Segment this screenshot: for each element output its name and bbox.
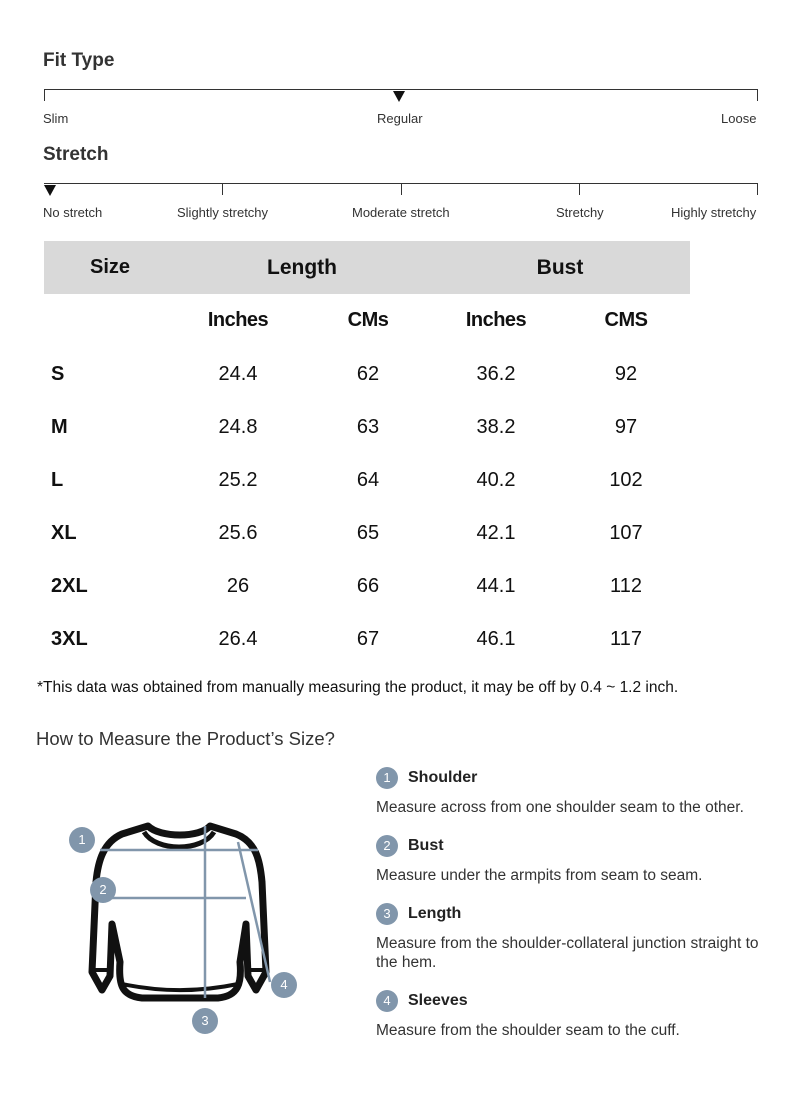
step-badge: 1 bbox=[376, 767, 398, 789]
size-cell: 2XL bbox=[51, 575, 88, 597]
size-cell: L bbox=[51, 469, 64, 491]
length-cm-cell: 66 bbox=[356, 575, 380, 597]
bust-inches-cell: 40.2 bbox=[476, 469, 516, 491]
step-description: Measure under the armpits from seam to seam. bbox=[376, 867, 703, 884]
length-cm-cell: 65 bbox=[356, 522, 380, 544]
length-cm-cell: 67 bbox=[356, 628, 380, 650]
length-inches-cell: 24.4 bbox=[218, 363, 258, 385]
subheader-length-cms: CMs bbox=[347, 309, 389, 331]
stretch-label-no-stretch: No stretch bbox=[43, 205, 103, 220]
step-description: Measure across from one shoulder seam to the other. bbox=[376, 799, 744, 816]
step-badge: 3 bbox=[376, 903, 398, 925]
bust-inches-cell: 36.2 bbox=[476, 363, 516, 385]
stretch-tick bbox=[401, 183, 402, 195]
size-cell: XL bbox=[51, 522, 77, 544]
length-inches-cell: 24.8 bbox=[218, 416, 258, 438]
bust-cm-cell: 112 bbox=[610, 575, 642, 597]
length-cm-cell: 62 bbox=[356, 363, 380, 385]
step-title: Length bbox=[408, 905, 462, 922]
bust-cm-cell: 107 bbox=[609, 522, 643, 544]
fit-type-label-loose: Loose bbox=[721, 111, 757, 126]
stretch-tick bbox=[757, 183, 758, 195]
size-cell: M bbox=[51, 416, 68, 438]
fit-type-scale-line bbox=[44, 89, 758, 90]
step-title: Shoulder bbox=[408, 769, 478, 786]
bust-cm-cell: 92 bbox=[614, 363, 638, 385]
bust-inches-cell: 46.1 bbox=[476, 628, 516, 650]
diagram-badge-1: 1 bbox=[69, 827, 95, 853]
length-inches-cell: 26.4 bbox=[218, 628, 258, 650]
fit-type-tick bbox=[44, 89, 45, 101]
size-cell: 3XL bbox=[51, 628, 88, 650]
header-length: Length bbox=[267, 256, 337, 279]
step-description: Measure from the shoulder seam to the cuff. bbox=[376, 1022, 680, 1039]
header-bust: Bust bbox=[536, 256, 584, 279]
fit-type-tick bbox=[757, 89, 758, 101]
sweater-diagram bbox=[60, 812, 310, 1042]
bust-inches-cell: 44.1 bbox=[476, 575, 516, 597]
bust-inches-cell: 38.2 bbox=[476, 416, 516, 438]
subheader-bust-inches: Inches bbox=[465, 309, 527, 331]
measurement-note: *This data was obtained from manually measuring the product, it may be off by 0.4 ~ 1.2 inch. bbox=[37, 679, 679, 696]
how-to-measure-title: How to Measure the Product’s Size? bbox=[36, 728, 335, 749]
bust-cm-cell: 102 bbox=[609, 469, 643, 491]
step-badge: 4 bbox=[376, 990, 398, 1012]
bust-inches-cell: 42.1 bbox=[476, 522, 516, 544]
diagram-badge-2: 2 bbox=[90, 877, 116, 903]
length-inches-cell: 26 bbox=[226, 575, 250, 597]
subheader-bust-cms: CMS bbox=[604, 309, 648, 331]
size-table-header bbox=[44, 241, 690, 294]
fit-type-label-slim: Slim bbox=[43, 111, 69, 126]
subheader-length-inches: Inches bbox=[207, 309, 269, 331]
stretch-tick bbox=[222, 183, 223, 195]
length-cm-cell: 64 bbox=[356, 469, 380, 491]
fit-type-marker bbox=[393, 91, 405, 102]
length-cm-cell: 63 bbox=[356, 416, 380, 438]
step-badge: 2 bbox=[376, 835, 398, 857]
length-inches-cell: 25.6 bbox=[218, 522, 258, 544]
fit-type-title: Fit Type bbox=[43, 50, 115, 71]
diagram-badge-4: 4 bbox=[271, 972, 297, 998]
size-cell: S bbox=[51, 363, 65, 385]
stretch-title: Stretch bbox=[43, 144, 109, 165]
stretch-label-moderate: Moderate stretch bbox=[352, 205, 450, 220]
step-description: Measure from the shoulder-collateral junction straight to the hem. bbox=[376, 935, 759, 971]
stretch-tick bbox=[579, 183, 580, 195]
bust-cm-cell: 97 bbox=[614, 416, 638, 438]
header-size: Size bbox=[89, 256, 131, 278]
stretch-marker bbox=[44, 185, 56, 196]
stretch-label-stretchy: Stretchy bbox=[556, 205, 604, 220]
stretch-label-highly: Highly stretchy bbox=[671, 205, 757, 220]
bust-cm-cell: 117 bbox=[610, 628, 642, 650]
diagram-badge-3: 3 bbox=[192, 1008, 218, 1034]
length-inches-cell: 25.2 bbox=[218, 469, 258, 491]
step-title: Sleeves bbox=[408, 992, 468, 1009]
step-title: Bust bbox=[408, 837, 444, 854]
fit-type-label-regular: Regular bbox=[377, 111, 423, 126]
stretch-label-slightly: Slightly stretchy bbox=[177, 205, 269, 220]
